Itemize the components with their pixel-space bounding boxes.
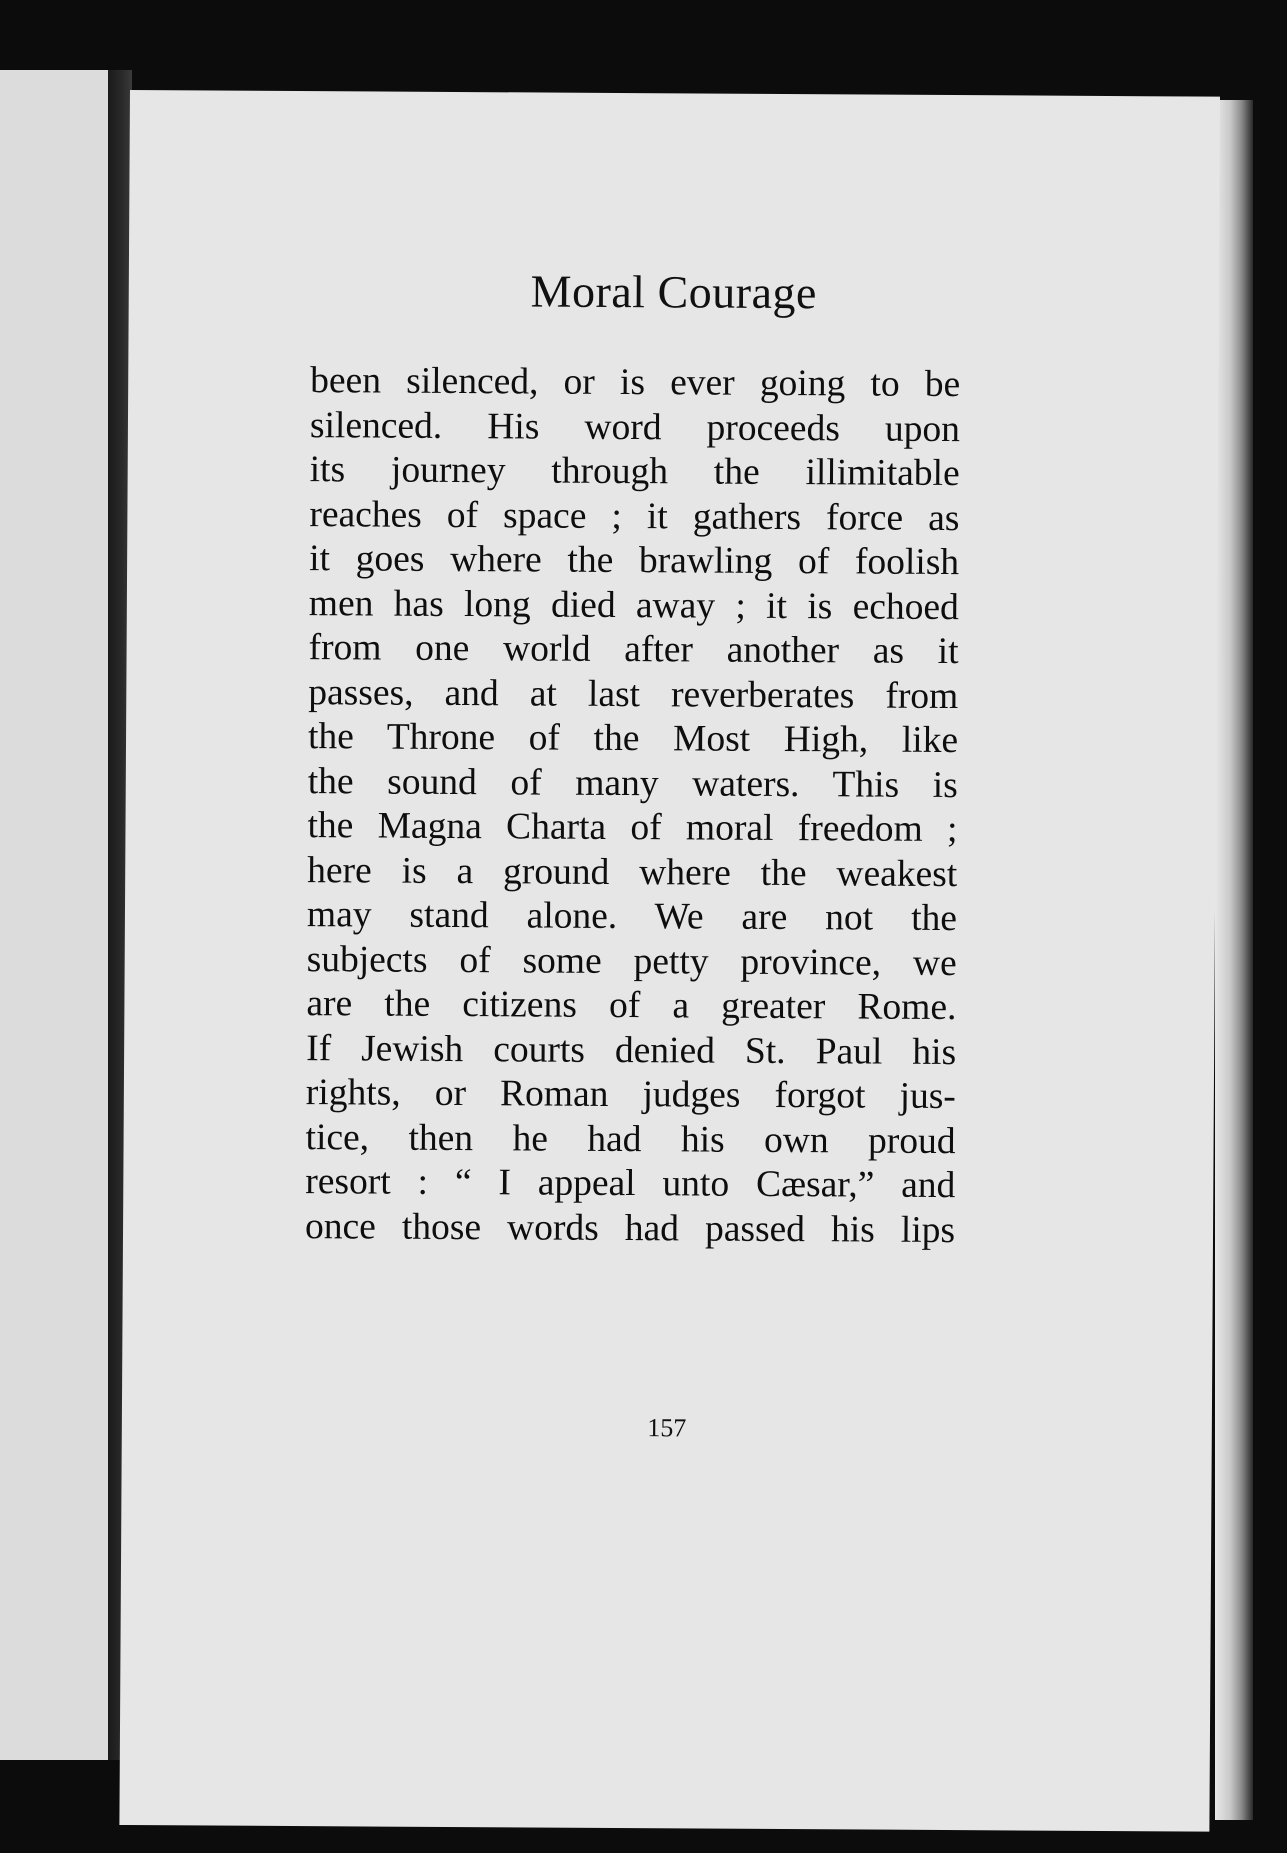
text-line: silenced. His word proceeds upon: [309, 404, 961, 450]
text-line: passes, and at last reverberates from: [308, 671, 959, 717]
text-line: rights, or Roman judges forgot jus-: [305, 1072, 956, 1118]
page-number: 157: [647, 1413, 687, 1443]
text-line: tice, then he had his own proud: [305, 1116, 956, 1162]
running-head: Moral Courage: [530, 265, 818, 319]
text-line: the Magna Charta of moral freedom ;: [307, 805, 958, 851]
book-page: [119, 90, 1220, 1832]
text-line: been silenced, or is ever going to be: [310, 360, 961, 406]
text-line: here is a ground where the weakest: [307, 849, 958, 895]
text-line: once those words had passed his lips: [304, 1205, 956, 1251]
text-line: may stand alone. We are not the: [306, 894, 958, 940]
text-line: subjects of some petty province, we: [306, 938, 957, 984]
text-line: it goes where the brawling of foolish: [309, 538, 960, 584]
text-line: are the citizens of a greater Rome.: [306, 983, 957, 1029]
text-line: its journey through the illimitable: [309, 449, 960, 495]
facing-page-edge: [0, 70, 108, 1760]
text-line: the sound of many waters. This is: [307, 760, 958, 806]
text-line: resort : “ I appeal unto Cæsar,” and: [305, 1161, 956, 1207]
text-line: If Jewish courts denied St. Paul his: [306, 1027, 957, 1073]
body-text: [305, 359, 960, 1253]
page-stack-edge: [1215, 100, 1253, 1820]
text-line: the Throne of the Most High, like: [307, 716, 959, 762]
text-line: from one world after another as it: [308, 627, 959, 673]
text-line: reaches of space ; it gathers force as: [309, 493, 960, 539]
text-line: men has long died away ; it is echoed: [308, 582, 959, 628]
